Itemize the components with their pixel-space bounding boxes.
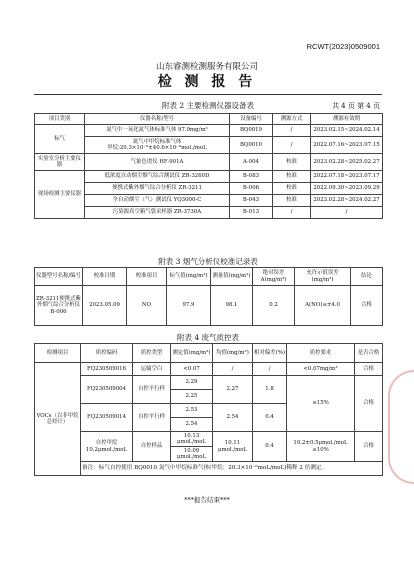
cell: 低浓度自动烟尘烟气综合测试仪 ZR-3260D [85, 171, 230, 183]
col-header: 校准日期 [83, 268, 127, 286]
table-row [35, 286, 383, 326]
calibration-table [34, 267, 383, 326]
table2-caption: 附表 2 主要检测仪器设备表 [161, 101, 255, 110]
cell: 自控甲烷 10.2μmol./moL [81, 432, 133, 462]
page-info: 共 4 页 第 4 页 [331, 102, 380, 110]
cell: 2022.09.30~2023.09.29 [311, 183, 383, 195]
cell: B-006 [230, 183, 273, 195]
remark-note: 备注：标气自控使用 BQ0010 氮气中甲烷标准气体(甲烷：20.3×10⁻⁶moL/moL)稀释 2 倍测定。 [81, 462, 383, 476]
cell: 自控平行样 [133, 376, 171, 404]
table-header-row [35, 344, 383, 363]
table3-caption: 附表 3 烟气分析仪校准记录表 [158, 257, 258, 266]
col-header: 项目类别 [35, 114, 85, 125]
qc-requirement: ≤15% [287, 376, 355, 432]
col-header: 测定值(mg/m³) [171, 344, 213, 363]
item-cell: VOCs（以非甲烷总烃计） [35, 363, 81, 476]
cell: A-004 [230, 154, 273, 171]
col-header: 质控编码 [81, 344, 133, 363]
header-divider [34, 94, 382, 95]
cell: 运输空白 [133, 363, 171, 376]
cell: / [273, 137, 311, 154]
cell: NO [127, 286, 167, 326]
col-header: 仪器型号名称/编号 [35, 268, 83, 286]
table-row [35, 137, 383, 154]
equipment-table [34, 113, 383, 219]
cell: / [273, 125, 311, 137]
cell: 10.2±0.5μmol./moL ≤10% [287, 432, 355, 462]
table-row [35, 376, 383, 390]
cell: 2.53 [171, 404, 213, 418]
cell: A(NO)≤±4.0 [295, 286, 351, 326]
cell: 2023.05.09 [83, 286, 127, 326]
col-header: 标气值(mg/m³) [167, 268, 211, 286]
cell: B-083 [230, 171, 273, 183]
cell: 10.13 μmol./moL [171, 432, 213, 447]
cell: 2022.07.18~2023.07.17 [311, 171, 383, 183]
table-header-row [35, 268, 383, 286]
table-row [35, 462, 383, 476]
cell: 0.2 [253, 286, 295, 326]
cell: FQ230509016 [81, 363, 133, 376]
cell: 0.4 [253, 432, 287, 462]
table4-caption: 附表 4 废气质控表 [176, 333, 240, 342]
cell: 校准 [273, 183, 311, 195]
qc-result: 合格 [355, 376, 383, 432]
cell: 2023.02.15~2024.02.14 [311, 125, 383, 137]
cell: 自控平行样 [133, 404, 171, 432]
cell: 2023.02.28~2024.02.27 [311, 195, 383, 207]
cell: 校准 [273, 171, 311, 183]
cell: 2022.07.16~2023.07.15 [311, 137, 383, 154]
category-cell: 标气 [35, 125, 85, 154]
cell: 氮气中一氧化氮气体标准气体 97.9mg/m³ [85, 125, 230, 137]
table-row [35, 363, 383, 376]
col-header: 质控要求 [287, 344, 355, 363]
cell: B-013 [230, 207, 273, 219]
cell: <0.07 [171, 363, 213, 376]
cell: 合格 [355, 432, 383, 462]
cell: 2.29 [171, 376, 213, 390]
col-header: 均值(mg/m³) [213, 344, 253, 363]
table-row [35, 207, 383, 219]
col-header: 是否合格 [355, 344, 383, 363]
report-end: ***报告结束*** [184, 496, 230, 504]
col-header: 仪器名称/型号 [85, 114, 230, 125]
qc-table [34, 343, 383, 476]
col-header: 溯源方式 [273, 114, 311, 125]
table-row [35, 183, 383, 195]
category-cell: 现场检测主要仪器 [35, 171, 85, 219]
cell: ZR-3211便携式紫外烟气综合分析仪 B-006 [35, 286, 83, 326]
col-header: 结论 [351, 268, 383, 286]
cell: FQ230509014 [81, 404, 133, 432]
cell: 10.09 μmol./moL [171, 447, 213, 462]
table-row [35, 171, 383, 183]
cell: 2.25 [171, 390, 213, 404]
col-header: 测量值(mg/m³) [211, 268, 253, 286]
company-name: 山东睿测检测服务有限公司 [155, 62, 258, 72]
cell: 污染源真空箱气袋采样器 ZR-3730A [85, 207, 230, 219]
col-header: 相对偏差(%) [253, 344, 287, 363]
table-row [35, 195, 383, 207]
cell: 氮气中甲烷标准气体 甲烷:20.3×10⁻⁶±40.6×10⁻⁶mol./moL [85, 137, 230, 154]
table-row [35, 154, 383, 171]
cell: / [253, 363, 287, 376]
cell: 自控样品 [133, 432, 171, 462]
cell: 2.54 [213, 404, 253, 432]
cell: FQ230509004 [81, 376, 133, 404]
page-title: 检 测 报 告 [157, 74, 257, 90]
cell: / [213, 363, 253, 376]
cell: 便携式紫外烟气综合分析仪 ZR-3211 [85, 183, 230, 195]
col-header: 绝对误差A(mg/m³) [253, 268, 295, 286]
report-number: RCWT(2023)0509001 [306, 42, 380, 51]
cell: 98.1 [211, 286, 253, 326]
cell: B-043 [230, 195, 273, 207]
col-header: 允许示值误差(mg/m³) [295, 268, 351, 286]
cell: 2.54 [171, 418, 213, 432]
col-header: 检测项目 [35, 344, 81, 363]
cell: 全自动烟尘（气）测试仪 YQ3000-C [85, 195, 230, 207]
cell: 合格 [355, 363, 383, 376]
cell: 2.27 [213, 376, 253, 404]
col-header: 校准项目 [127, 268, 167, 286]
cell: 1.8 [253, 376, 287, 404]
col-header: 溯源有效期 [311, 114, 383, 125]
table-header-row [35, 114, 383, 125]
cell: 10.11 μmol./moL [213, 432, 253, 462]
cell: 2023.02.28~2025.02.27 [311, 154, 383, 171]
cell: / [311, 207, 383, 219]
category-cell: 实验室分析主要仪器 [35, 154, 85, 171]
cell: / [273, 207, 311, 219]
table-row [35, 432, 383, 447]
cell: 97.9 [167, 286, 211, 326]
cell: BQ0010 [230, 137, 273, 154]
cell: 0.4 [253, 404, 287, 432]
cell: 合格 [351, 286, 383, 326]
cell: 校准 [273, 154, 311, 171]
cell: <0.07mg/m³ [287, 363, 355, 376]
table-row [35, 125, 383, 137]
cell: BQ0019 [230, 125, 273, 137]
cell: 气象色谱仪 HF-901A [85, 154, 230, 171]
cell: 校准 [273, 195, 311, 207]
col-header: 设备编号 [230, 114, 273, 125]
col-header: 质控类型 [133, 344, 171, 363]
seal-stamp [388, 370, 414, 484]
